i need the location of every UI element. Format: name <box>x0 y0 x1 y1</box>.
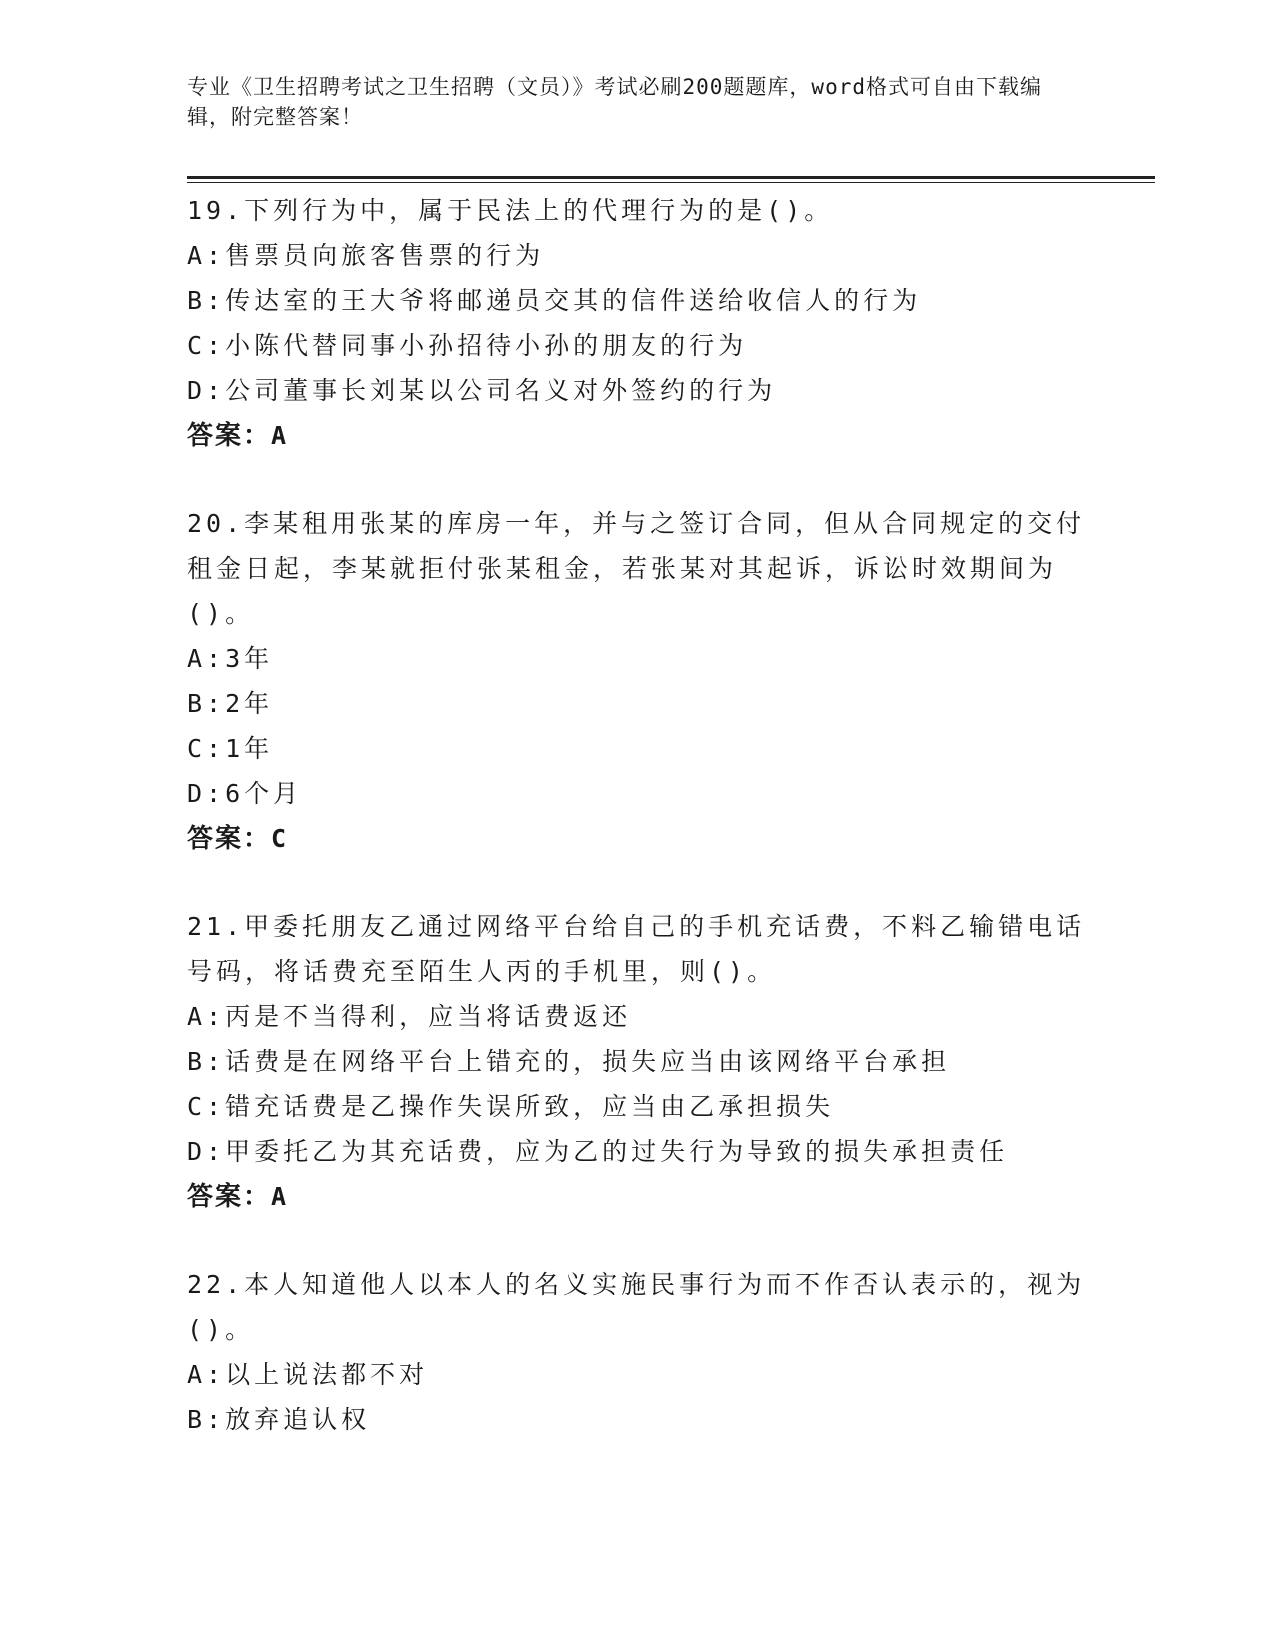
answer-line <box>187 816 1087 862</box>
question-19 <box>187 188 1087 459</box>
option-d: D:甲委托乙为其充话费，应为乙的过失行为导致的损失承担责任 <box>187 1137 1009 1166</box>
option-a: A:丙是不当得利，应当将话费返还 <box>187 1002 632 1031</box>
option-a: A:售票员向旅客售票的行为 <box>187 241 545 270</box>
option-d: D:6个月 <box>187 779 303 808</box>
header-divider-thin <box>187 182 1155 183</box>
question-text: 21.甲委托朋友乙通过网络平台给自己的手机充话费，不料乙输错电话号码，将话费充至陌生人丙的手机里，则()。 <box>187 912 1086 986</box>
option-b: B:话费是在网络平台上错充的，损失应当由该网络平台承担 <box>187 1047 951 1076</box>
question-text: 22.本人知道他人以本人的名义实施民事行为而不作否认表示的，视为()。 <box>187 1270 1086 1344</box>
option-b: B:放弃追认权 <box>187 1405 371 1434</box>
question-22 <box>187 1262 1087 1442</box>
option-a: A:3年 <box>187 644 274 673</box>
header-divider-thick <box>187 176 1155 179</box>
question-text: 20.李某租用张某的库房一年，并与之签订合同，但从合同规定的交付租金日起，李某就拒付张某租金，若张某对其起诉，诉讼时效期间为()。 <box>187 509 1086 628</box>
question-list <box>187 188 1087 1484</box>
option-a: A:以上说法都不对 <box>187 1360 429 1389</box>
option-c: C:1年 <box>187 734 274 763</box>
answer-line <box>187 1174 1087 1220</box>
question-text: 19.下列行为中，属于民法上的代理行为的是()。 <box>187 196 834 225</box>
answer-value: A <box>271 421 289 450</box>
answer-label: 答案： <box>187 421 272 451</box>
option-c: C:错充话费是乙操作失误所致，应当由乙承担损失 <box>187 1092 835 1121</box>
answer-line <box>187 413 1087 459</box>
option-b: B:传达室的王大爷将邮递员交其的信件送给收信人的行为 <box>187 286 922 315</box>
answer-label: 答案： <box>187 1182 272 1212</box>
answer-label: 答案： <box>187 824 272 854</box>
option-b: B:2年 <box>187 689 274 718</box>
question-20 <box>187 501 1087 862</box>
document-header: 专业《卫生招聘考试之卫生招聘（文员）》考试必刷200题题库，word格式可自由下载编辑，附完整答案！ <box>187 75 1042 129</box>
answer-value: A <box>271 1182 289 1211</box>
option-c: C:小陈代替同事小孙招待小孙的朋友的行为 <box>187 331 748 360</box>
option-d: D:公司董事长刘某以公司名义对外签约的行为 <box>187 376 777 405</box>
question-21 <box>187 904 1087 1220</box>
answer-value: C <box>271 824 289 853</box>
